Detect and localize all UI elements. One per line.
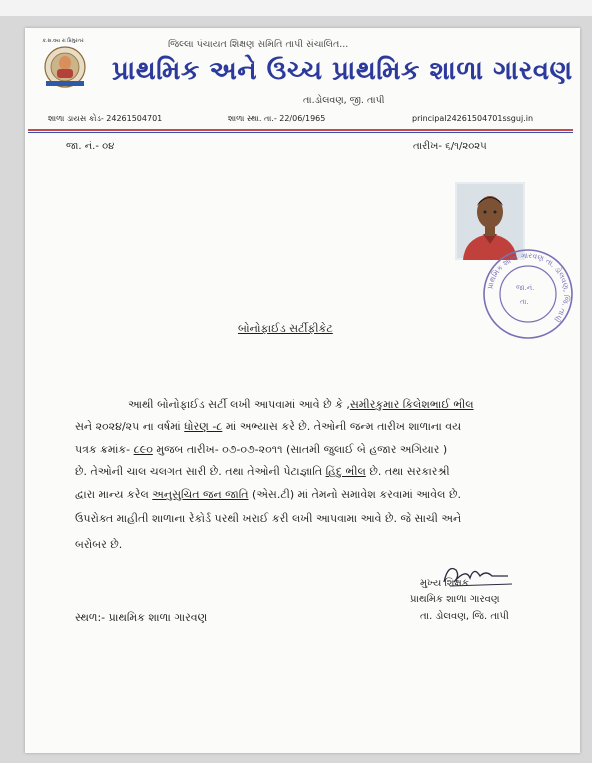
body-text: (એસ.ટી) માં તેમનો સમાવેશ કરવામાં આવેલ છે.: [248, 488, 461, 501]
outward-number: જા. નં.- ૦૪: [66, 141, 115, 152]
student-standard: ધોરણ -૮: [184, 420, 223, 433]
body-line-4: [75, 465, 450, 479]
body-line-2: [75, 420, 461, 434]
certificate-subject: બોનોફાઈડ સર્ટીફીકેટ: [238, 322, 333, 335]
place-line: સ્થળ:- પ્રાથમિક શાળા ગારવણ: [75, 611, 208, 624]
body-line-3: [75, 443, 447, 457]
signature-taluka: તા. ડોલવણ, જિ. તાપી: [420, 611, 509, 622]
body-line-1: [128, 398, 474, 412]
body-text: પત્રક ક્રમાંક-: [75, 443, 134, 456]
established-date: શાળા સ્થા. તા.- 22/06/1965: [228, 114, 326, 123]
school-logo: [30, 35, 100, 90]
signature-title: મુખ્ય શિક્ષક: [420, 578, 469, 589]
signature-school: પ્રાથમિક શાળા ગારવણ: [410, 594, 500, 605]
stamp-inner-no: જા.નં.: [516, 284, 535, 292]
header-caption: જિલ્લા પંચાયત શિક્ષણ સમિતિ તાપી સંચાલિત...: [168, 39, 349, 50]
body-text: આથી બોનોફાઈડ સર્ટી લખી આપવામાં આવે છે કે ,: [128, 398, 350, 411]
body-text: છે. તથા સરકારશ્રી: [365, 465, 450, 478]
body-text: માં અભ્યાસ કરે છે. તેઓની જન્મ તારીખ શાળાના વય: [222, 420, 462, 433]
school-name: પ્રાથમિક અને ઉચ્ચ પ્રાથમિક શાળા ગારવણ: [112, 56, 573, 86]
body-text: છે. તેઓની ચાલ ચલગત સારી છે. તથા તેઓની પેટાજ્ઞાતિ: [75, 465, 326, 478]
stamp-inner-date: તા.: [520, 298, 529, 306]
body-line-5: [75, 488, 461, 502]
register-number: ૮૯૦: [133, 443, 153, 456]
logo-text: ક.સ.વય રા પ્રિમુરતર: [42, 38, 84, 44]
stamp-ring-text: પ્રાથમિક શાળા ગારવણ તા. ડોલવણ, જિ. તાપી: [485, 250, 572, 324]
body-text: સને ૨૦૨૪/૨૫ ના વર્ષમાં: [75, 420, 185, 433]
top-strip: [0, 0, 592, 16]
body-text: દ્વારા માન્ય કરેલ: [75, 488, 153, 501]
school-stamp: [480, 246, 576, 342]
caste-category: અનુસુચિત જન જાતિ: [152, 488, 249, 501]
taluka-line: તા.ડોલવણ, જી. તાપી: [303, 95, 385, 106]
certificate-date: તારીખ- ૬/૧/૨૦૨૫: [413, 141, 487, 152]
dise-code: શાળા ડાયસ કોડ- 24261504701: [48, 114, 163, 123]
header-divider-blue: [28, 132, 573, 133]
student-name: સમીરકુમાર કિલેશભાઈ ભીલ: [349, 398, 474, 411]
body-line-6: ઉપરોક્ત માહીતી શાળાના રેકોર્ડ પરથી ખરાઈ કરી લખી આપવામા આવે છે. જે સાચી અને: [75, 512, 462, 525]
body-text: મુજબ તારીખ- ૦૭-૦૭-૨૦૧૧ (સાતમી જુલાઈ બે હજાર અગિયાર ): [152, 443, 448, 456]
sub-caste: હિંદુ ભીલ: [325, 465, 366, 478]
body-line-7: બરોબર છે.: [75, 538, 123, 551]
certificate-paper: [25, 28, 580, 753]
header-divider-red: [28, 129, 573, 131]
school-email: principal24261504701ssguj.in: [412, 114, 534, 123]
